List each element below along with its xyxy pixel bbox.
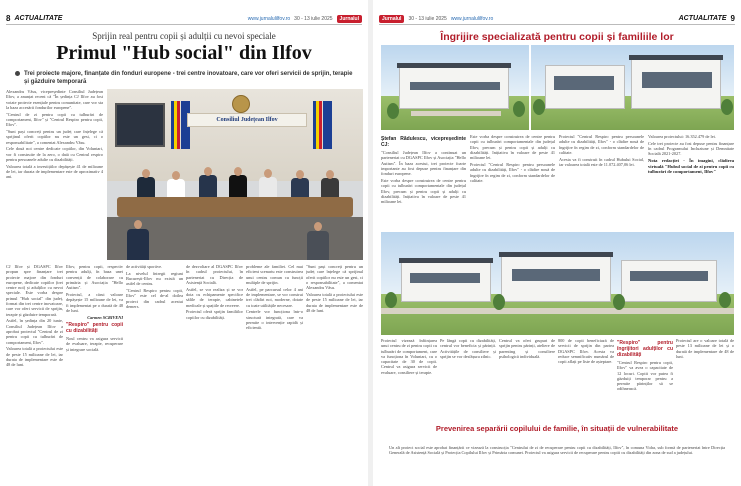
paragraph: Ilfov, pentru copii, respectiv pentru adulți, în baza unei convenții de colaborare cu primăria și Asociația "Hello Autism". bbox=[66, 264, 123, 291]
paragraph: Este vorba despre construirea de centre pentru copii cu tulburări comportamentale din județul Ilfov, precum și pentru copii și adulți cu dizabilități. Inițiativa în valoare de peste 41 milioane lei. bbox=[381, 177, 466, 205]
council-banner: Consiliul Județean Ilfov bbox=[187, 113, 307, 127]
paragraph: Astfel, se vor realiza și se vor dota cu echipamente specifice sălile de terapie, cabinetele medicale și spațiile de recreere. bbox=[186, 286, 243, 308]
subheading: "Respiro" pentru îngrijitori adulților cu dizabilități bbox=[617, 340, 673, 358]
article-headline: Primul "Hub social" din Ilfov bbox=[56, 42, 312, 64]
right-lower-column-2 bbox=[440, 338, 496, 422]
left-column-6 bbox=[246, 264, 303, 482]
article-kicker: Sprijin real pentru copii și adulții cu nevoi speciale bbox=[92, 31, 276, 41]
paragraph: La nivelul întregii regiuni București-Ilfov nu există un astfel de centru. bbox=[126, 270, 183, 287]
right-column-2 bbox=[470, 134, 555, 230]
right-column-1 bbox=[381, 134, 466, 230]
paragraph: Astfel, în ședința din 20 iunie, Consiliul Județean Ilfov a aprobat proiectul "Centrul de zi pentru copii cu tulburări de comportament, Ilfov". bbox=[6, 318, 63, 345]
paragraph: "Sunt pași concreți pentru un județ care înțelege că sprijinul oferit copiilor nu este un gest, ci o responsabilitate", a comentat Alexandru Vâsu. bbox=[306, 264, 363, 291]
left-column-7 bbox=[306, 264, 363, 482]
right-section-label: ACTUALITATE bbox=[678, 15, 727, 22]
editor-note-caption: Nota redacției - În imagini, clădirea virtuală "Hubul social de zi pentru copii cu tulburări de comportament, Ilfov" bbox=[648, 158, 734, 175]
paragraph: Proiectul "Centrul Respiro pentru persoanele adulte cu dizabilități, Ilfov" - o clădire nouă de îngrijire în regim de zi, conform standardelor de calitate. bbox=[559, 134, 644, 155]
flag-icon bbox=[313, 101, 322, 149]
subheading: "Respiro" pentru copii cu dizabilități bbox=[66, 321, 123, 334]
paragraph: "Sunt pași concreți pentru un județ care înțelege că sprijinul oferit copiilor nu este un gest, ci o responsabilitate", a comentat Alexandru Vâsu. bbox=[6, 129, 103, 145]
right-article-title: Îngrijire specializată pentru copii și familiile lor bbox=[440, 31, 674, 43]
paragraph: Proiectul vizează înființarea unui centru de zi pentru copii cu tulburări de comportament, care va funcționa în Voluntari, cu o capacitate de 30 de copii. Centrul va asigura servicii de evaluare, consiliere și terapie. bbox=[381, 338, 437, 375]
right-lower-column-4 bbox=[558, 338, 614, 422]
right-column-3 bbox=[559, 134, 644, 230]
interview-byline: Ștefan Rădulescu, vicepreședinte CJ: bbox=[381, 136, 466, 148]
article-lead-text: Trei proiecte majore, finanțate din fonduri europene - trei centre inovatoare, care vor oferi servicii de sprijin, terapie și găzduire temporară bbox=[24, 71, 353, 85]
council-meeting-photo bbox=[107, 89, 363, 260]
left-page-header bbox=[6, 13, 362, 25]
paragraph: Proiectul are o valoare totală de peste 13 milioane de lei și o durată de implementare de 48 de luni. bbox=[676, 338, 734, 359]
left-column-5 bbox=[186, 264, 243, 482]
right-column-4 bbox=[648, 134, 734, 230]
paragraph: "Centrul Respiro pentru copii, Ilfov" este cel de-al doilea proiect din cadrul acestui demers. bbox=[126, 288, 183, 310]
left-logo: Jurnalul bbox=[337, 15, 362, 23]
paragraph: Proiectul, a cărui valoare depășește 15 milioane de lei, va fi implementat pe o durată de 48 de luni. bbox=[66, 291, 123, 313]
paragraph: Astfel, pe parcursul celor 4 ani de implementare, se vor construi trei clădiri noi, moderne, dotate cu toate utilitățile necesare. bbox=[246, 286, 303, 308]
paragraph: Alexandru Vâsu, vicepreședinte Consiliul Județean Ilfov, a anunțat recent că "În ședința CJ Ilfov au fost votate proiecte esențiale pentru comunitate, care vor sta la baza accesării fondurilor europene". bbox=[6, 89, 103, 110]
right-logo: Jurnalul bbox=[379, 15, 404, 23]
tv-screen-icon bbox=[115, 103, 165, 147]
hub-render-aerial bbox=[381, 45, 529, 130]
left-column-4 bbox=[126, 264, 183, 482]
paragraph: Valoarea totală a proiectului este de peste 15 milioane de lei, iar durata de implementare este de 48 de luni. bbox=[6, 346, 63, 368]
section-paragraph: Un alt proiect social este aprobat finanțării ce vizează la construcția "Centrului de zi de recuperare pentru copii cu dizabilități, Ilfov", în comuna Vidra, sub formă de parteneriat între Direcția Generală de Asistență Socială și Protecția Copilului Ilfov și Primăria comunei. Proiectul va asigura servicii de recuperare pentru copiii cu dizabilități din zona de sud a județului. bbox=[389, 445, 725, 456]
county-emblem-icon bbox=[232, 95, 250, 113]
flag-icon bbox=[171, 101, 180, 149]
paragraph: de activități sportive. bbox=[126, 264, 163, 269]
right-page-number: 9 bbox=[730, 14, 735, 23]
paragraph: CJ Ilfov și DGASPC Ilfov propun spre finanțare trei proiecte majore din fonduri europene, dedicate copiilor (trei centre noi) și adulților cu nevoi speciale. Este vorba despre primul "Hub social" din județ, format din trei centre inovatoare, care vor oferi servicii de sprijin, terapie și găzduire temporară. bbox=[6, 264, 63, 317]
right-page bbox=[373, 0, 741, 486]
paragraph: Proiectul "Centrul Respiro pentru persoanele adulte cu dizabilități, Ilfov" - o clădire nouă de îngrijire în regim de zi, conform standardelor de calitate. bbox=[470, 161, 555, 183]
paragraph: Acesta va fi construit în cadrul Hubului Social, iar valoarea totală este de 11.072.407,06 lei. bbox=[559, 156, 644, 167]
paragraph: "Consiliul Județean Ilfov a continuat un parteneriat cu DGASPC Ilfov și Asociația "Hello Autism". În baza acestui, trei proiecte foarte importante au fost depuse pentru finanțare din fonduri europene. bbox=[381, 150, 466, 177]
left-issue-date: 30 - 13 iulie 2025 bbox=[294, 15, 333, 22]
left-column-1 bbox=[6, 89, 103, 260]
paragraph: Noul centru va asigura servicii de evaluare, terapie, recuperare și integrare socială. bbox=[66, 335, 123, 352]
right-lower-column-1 bbox=[381, 338, 437, 422]
right-lower-column-3 bbox=[499, 338, 555, 422]
paragraph: Cele trei proiecte au fost depuse pentru finanțare în cadrul Programului Incluziune și Demnitate Socială 2021-2027. bbox=[648, 140, 734, 157]
eu-flag-icon bbox=[323, 101, 332, 149]
paragraph: Pe lângă copii cu dizabilități, centrul vor beneficia și părinții. Activitățile de consiliere și sprijin se vor desfășura zilnic. bbox=[440, 338, 496, 359]
paragraph: Cele două noi centre dedicate copiilor, din Voluntari, vor fi construite de la zero, o dată cu Centrul respiro pentru persoanele adulte cu dizabilități. bbox=[6, 146, 103, 163]
right-issue-date: 30 - 13 iulie 2025 bbox=[408, 15, 447, 22]
right-lower-column-5 bbox=[617, 338, 673, 422]
left-site-url: www.jurnalulilfov.ro bbox=[247, 15, 291, 22]
section-heading: Prevenirea separării copilului de familie, în situații de vulnerabilitate bbox=[435, 424, 679, 433]
paragraph: Valoarea proiectului: 16.352.479 de lei. bbox=[648, 134, 716, 139]
right-page-header bbox=[379, 13, 735, 25]
article-lead bbox=[24, 70, 358, 86]
paragraph: de dezvoltare al DGASPC Ilfov în cadrul proiectului, în parteneriat cu Direcția de Asistență Socială. bbox=[186, 264, 243, 285]
paragraph: 800 de copii beneficiază de servicii de sprijin din partea DGASPC Ilfov. Acesta va reduce semnificativ numărul de copii aflați pe liste de așteptare. bbox=[558, 338, 614, 365]
right-site-url: www.jurnalulilfov.ro bbox=[450, 15, 494, 22]
hub-render-panorama bbox=[381, 232, 734, 335]
left-section-label: ACTUALITATE bbox=[14, 15, 63, 22]
author-byline: Carmen SCRIVENI bbox=[87, 314, 123, 320]
paragraph: Centrele vor funcționa într-o structură integrată, care va permite o intervenție rapidă și eficientă. bbox=[246, 309, 303, 331]
hub-render-facade bbox=[531, 45, 734, 130]
paragraph: probleme ale familiei. Cel mai eficient scenariu este construirea unui centru comun cu funcții multiple de sprijin. bbox=[246, 264, 303, 285]
right-lower-column-6 bbox=[676, 338, 734, 422]
paragraph: Valoarea totală a proiectului este de peste 15 milioane de lei, iar durata de implementare este de 48 de luni. bbox=[306, 291, 363, 313]
paragraph: Proiectul oferă sprijin familiilor copiilor cu dizabilități. bbox=[186, 309, 243, 320]
left-page-number: 8 bbox=[6, 14, 11, 23]
left-column-3 bbox=[66, 264, 123, 482]
bullet-icon bbox=[15, 71, 20, 76]
paragraph: Centrul va oferi grupuri de sprijin pentru părinți, ateliere de parenting și consiliere psihologică individuală. bbox=[499, 338, 555, 359]
paragraph: "Centrul Respiro pentru copii, Ilfov" va avea o capacitate de 12 locuri. Copiii vor putea fi găzduiți temporar pentru a permite părinților să se odihnească. bbox=[617, 360, 673, 392]
left-column-2 bbox=[6, 264, 63, 482]
left-page bbox=[0, 0, 368, 486]
paragraph: Este vorba despre construirea de centre pentru copii cu tulburări comportamentale din județul Ilfov, precum și pentru copii și adulți cu dizabilități. Inițiativa în valoare de peste 41 milioane lei. bbox=[470, 134, 555, 161]
paragraph: Valoarea totală a investițiilor depășește 41 de milioane de lei, iar durata de implementare este de aproximativ 4 ani. bbox=[6, 163, 103, 180]
paragraph: "Centrul de zi pentru copii cu tulburări de comportament, Ilfov" și "Centrul Respiro pentru copii, Ilfov". bbox=[6, 111, 103, 128]
